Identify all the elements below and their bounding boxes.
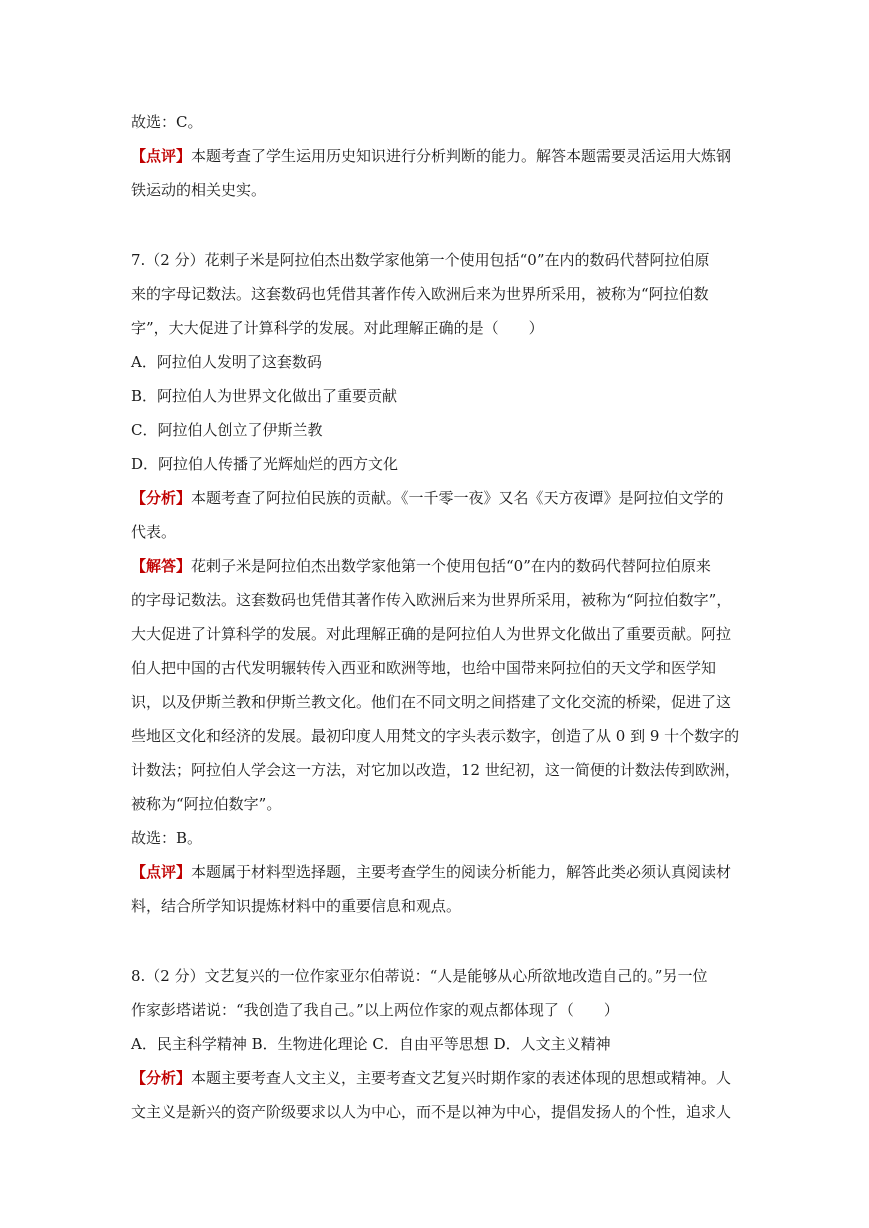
q7-stem-line-1 xyxy=(131,250,710,272)
q7-option-a-text: A．阿拉伯人发明了这套数码 xyxy=(131,353,322,371)
q7-review-text-1: 本题属于材料型选择题，主要考查学生的阅读分析能力，解答此类必须认真阅读材 xyxy=(191,863,732,881)
q7-stem-text-2: 来的字母记数法。这套数码也凭借其著作传入欧洲后来为世界所采用，被称为“阿拉伯数 xyxy=(131,285,709,303)
q7-answer-text-6: 些地区文化和经济的发展。最初印度人用梵文的字头表示数字，创造了从 0 到 9 十个数字的 xyxy=(131,727,740,745)
q7-answer-line-2 xyxy=(131,590,731,612)
answer-tag: 【解答】 xyxy=(131,557,192,575)
q7-option-b-text: B．阿拉伯人为世界文化做出了重要贡献 xyxy=(131,387,398,405)
q7-answer-line-7 xyxy=(131,760,740,782)
q6-review-line-1 xyxy=(131,146,731,168)
analysis-tag: 【分析】 xyxy=(131,1069,192,1087)
q7-answer-line-1 xyxy=(131,556,711,578)
review-tag: 【点评】 xyxy=(131,147,192,165)
q6-choice-text: 故选：C。 xyxy=(131,113,203,131)
q7-answer-line-6 xyxy=(131,726,739,748)
q7-choice-text: 故选：B。 xyxy=(131,829,203,847)
q7-choice xyxy=(131,828,202,850)
q8-stem-line-2 xyxy=(131,1000,619,1022)
q7-answer-text-3: 大大促进了计算科学的发展。对此理解正确的是阿拉伯人为世界文化做出了重要贡献。阿拉 xyxy=(131,625,732,643)
q7-option-b xyxy=(131,386,397,408)
q8-analysis-line-2 xyxy=(131,1102,731,1124)
q8-stem-text-2: 作家彭塔诺说：“我创造了我自己。”以上两位作家的观点都体现了（ ） xyxy=(131,1001,619,1019)
q7-stem-line-3 xyxy=(131,318,544,340)
q8-analysis-text-2: 文主义是新兴的资产阶级要求以人为中心，而不是以神为中心，提倡发扬人的个性，追求人 xyxy=(131,1103,732,1121)
q7-answer-text-5: 识，以及伊斯兰教和伊斯兰教文化。他们在不同文明之间搭建了文化交流的桥梁，促进了这 xyxy=(131,693,732,711)
q6-review-line-2 xyxy=(131,180,266,202)
q8-options-text: A．民主科学精神 B．生物进化理论 C．自由平等思想 D．人文主义精神 xyxy=(131,1035,611,1053)
q7-answer-text-7: 计数法；阿拉伯人学会这一方法，对它加以改造，12 世纪初，这一简便的计数法传到欧洲， xyxy=(131,761,740,779)
q7-answer-text-4: 伯人把中国的古代发明辗转传入西亚和欧洲等地，也给中国带来阿拉伯的天文学和医学知 xyxy=(131,659,717,677)
q8-analysis-text-1: 本题主要考查人文主义，主要考查文艺复兴时期作家的表述体现的思想或精神。人 xyxy=(191,1069,732,1087)
q6-review-text-1: 本题考查了学生运用历史知识进行分析判断的能力。解答本题需要灵活运用大炼钢 xyxy=(191,147,732,165)
q7-review-line-2 xyxy=(131,896,461,918)
q7-option-d-text: D．阿拉伯人传播了光辉灿烂的西方文化 xyxy=(131,455,399,473)
q8-analysis-line-1 xyxy=(131,1068,731,1090)
q7-answer-text-8: 被称为“阿拉伯数字”。 xyxy=(131,795,282,813)
q7-option-d xyxy=(131,454,398,476)
q7-answer-line-4 xyxy=(131,658,716,680)
q6-choice xyxy=(131,112,202,134)
q7-analysis-text-2: 代表。 xyxy=(131,523,177,541)
q7-option-c xyxy=(131,420,322,442)
q7-stem-text-3: 字”，大大促进了计算科学的发展。对此理解正确的是（ ） xyxy=(131,319,544,337)
q8-stem-text-1: 8.（2 分）文艺复兴的一位作家亚尔伯蒂说：“人是能够从心所欲地改造自己的。”另一位 xyxy=(131,967,708,985)
q8-stem-line-1 xyxy=(131,966,707,988)
q7-option-a xyxy=(131,352,322,374)
q7-analysis-line-1 xyxy=(131,488,724,510)
q7-answer-text-2: 的字母记数法。这套数码也凭借其著作传入欧洲后来为世界所采用，被称为“阿拉伯数字”， xyxy=(131,591,732,609)
q7-answer-line-8 xyxy=(131,794,281,816)
q7-option-c-text: C．阿拉伯人创立了伊斯兰教 xyxy=(131,421,323,439)
q7-analysis-line-2 xyxy=(131,522,176,544)
q6-review-text-2: 铁运动的相关史实。 xyxy=(131,181,267,199)
q8-options xyxy=(131,1034,611,1056)
review-tag: 【点评】 xyxy=(131,863,192,881)
q7-review-text-2: 料，结合所学知识提炼材料中的重要信息和观点。 xyxy=(131,897,462,915)
q7-stem-text-1: 7.（2 分）花剌子米是阿拉伯杰出数学家他第一个使用包括“0”在内的数码代替阿拉伯原 xyxy=(131,251,710,269)
q7-answer-line-5 xyxy=(131,692,731,714)
q7-answer-line-3 xyxy=(131,624,731,646)
analysis-tag: 【分析】 xyxy=(131,489,192,507)
q7-review-line-1 xyxy=(131,862,731,884)
q7-stem-line-2 xyxy=(131,284,709,306)
q7-analysis-text-1: 本题考查了阿拉伯民族的贡献。《一千零一夜》又名《天方夜谭》是阿拉伯文学的 xyxy=(191,489,724,507)
q7-answer-text-1: 花剌子米是阿拉伯杰出数学家他第一个使用包括“0”在内的数码代替阿拉伯原来 xyxy=(191,557,711,575)
